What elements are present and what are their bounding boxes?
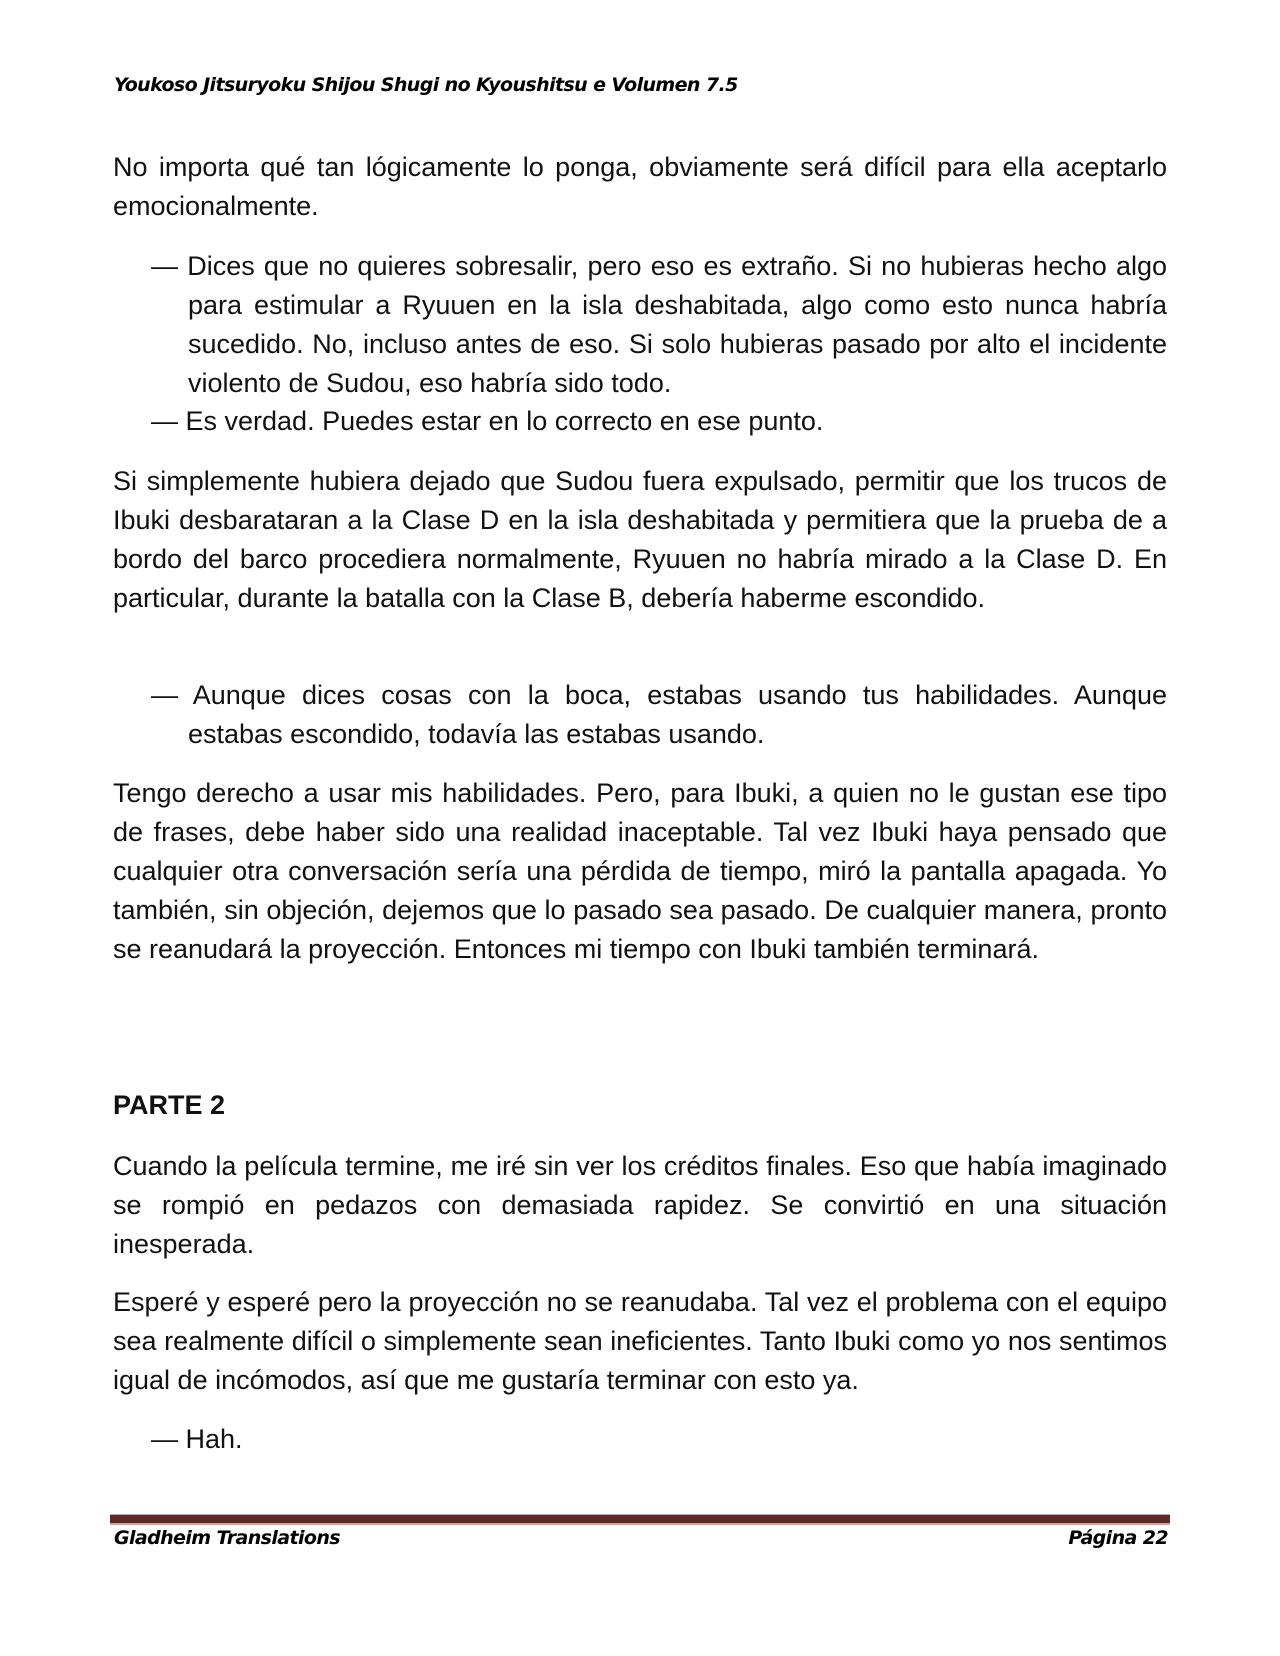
running-header: Youkoso Jitsuryoku Shijou Shugi no Kyoushitsu e Volumen 7.5 bbox=[114, 74, 738, 96]
section-heading: PARTE 2 bbox=[113, 1090, 226, 1120]
paragraph: Cuando la película termine, me iré sin ver los créditos finales. Eso que había imaginado se rompió en pedazos con demasiada rapidez. Se convirtió en una situación inesperada. bbox=[113, 1151, 1167, 1259]
paragraph: Tengo derecho a usar mis habilidades. Pero, para Ibuki, a quien no le gustan ese tipo de frases, debe haber sido una realidad inaceptable. Tal vez Ibuki haya pensado que cualquier otra conversación sería una pérdida de tiempo, miró la pantalla apagada. Yo también, sin objeción, dejemos que lo pasado sea pasado. De cualquier manera, pronto se reanudará la proyección. Entonces mi tiempo con Ibuki también terminará. bbox=[113, 778, 1167, 964]
footer-divider bbox=[110, 1514, 1170, 1525]
dialogue-line: — Es verdad. Puedes estar en lo correcto en ese punto. bbox=[151, 406, 824, 436]
dialogue-line: — Hah. bbox=[151, 1424, 243, 1454]
paragraph: Esperé y esperé pero la proyección no se reanudaba. Tal vez el problema con el equipo sea realmente difícil o simplemente sean ineficientes. Tanto Ibuki como yo nos sentimos igual de incómodos, así que me gustaría terminar con esto ya. bbox=[113, 1287, 1167, 1395]
paragraph: Si simplemente hubiera dejado que Sudou fuera expulsado, permitir que los trucos de Ibuki desbarataran a la Clase D en la isla deshabitada y permitiera que la prueba de a bordo del barco procediera normalmente, Ryuuen no habría mirado a la Clase D. En particular, durante la batalla con la Clase B, debería haberme escondido. bbox=[113, 466, 1167, 613]
dialogue-line: — Dices que no quieres sobresalir, pero eso es extraño. Si no hubieras hecho algo para estimular a Ryuuen en la isla deshabitada, algo como esto nunca habría sucedido. No, incluso antes de eso. Si solo hubieras pasado por alto el incidente violento de Sudou, eso habría sido todo. bbox=[151, 251, 1167, 398]
dialogue-line: — Aunque dices cosas con la boca, estabas usando tus habilidades. Aunque estabas escondido, todavía las estabas usando. bbox=[151, 680, 1167, 749]
page-number: Página 22 bbox=[1068, 1527, 1168, 1549]
paragraph: No importa qué tan lógicamente lo ponga, obviamente será difícil para ella aceptarlo emocionalmente. bbox=[113, 152, 1167, 221]
footer-translator: Gladheim Translations bbox=[114, 1527, 340, 1549]
